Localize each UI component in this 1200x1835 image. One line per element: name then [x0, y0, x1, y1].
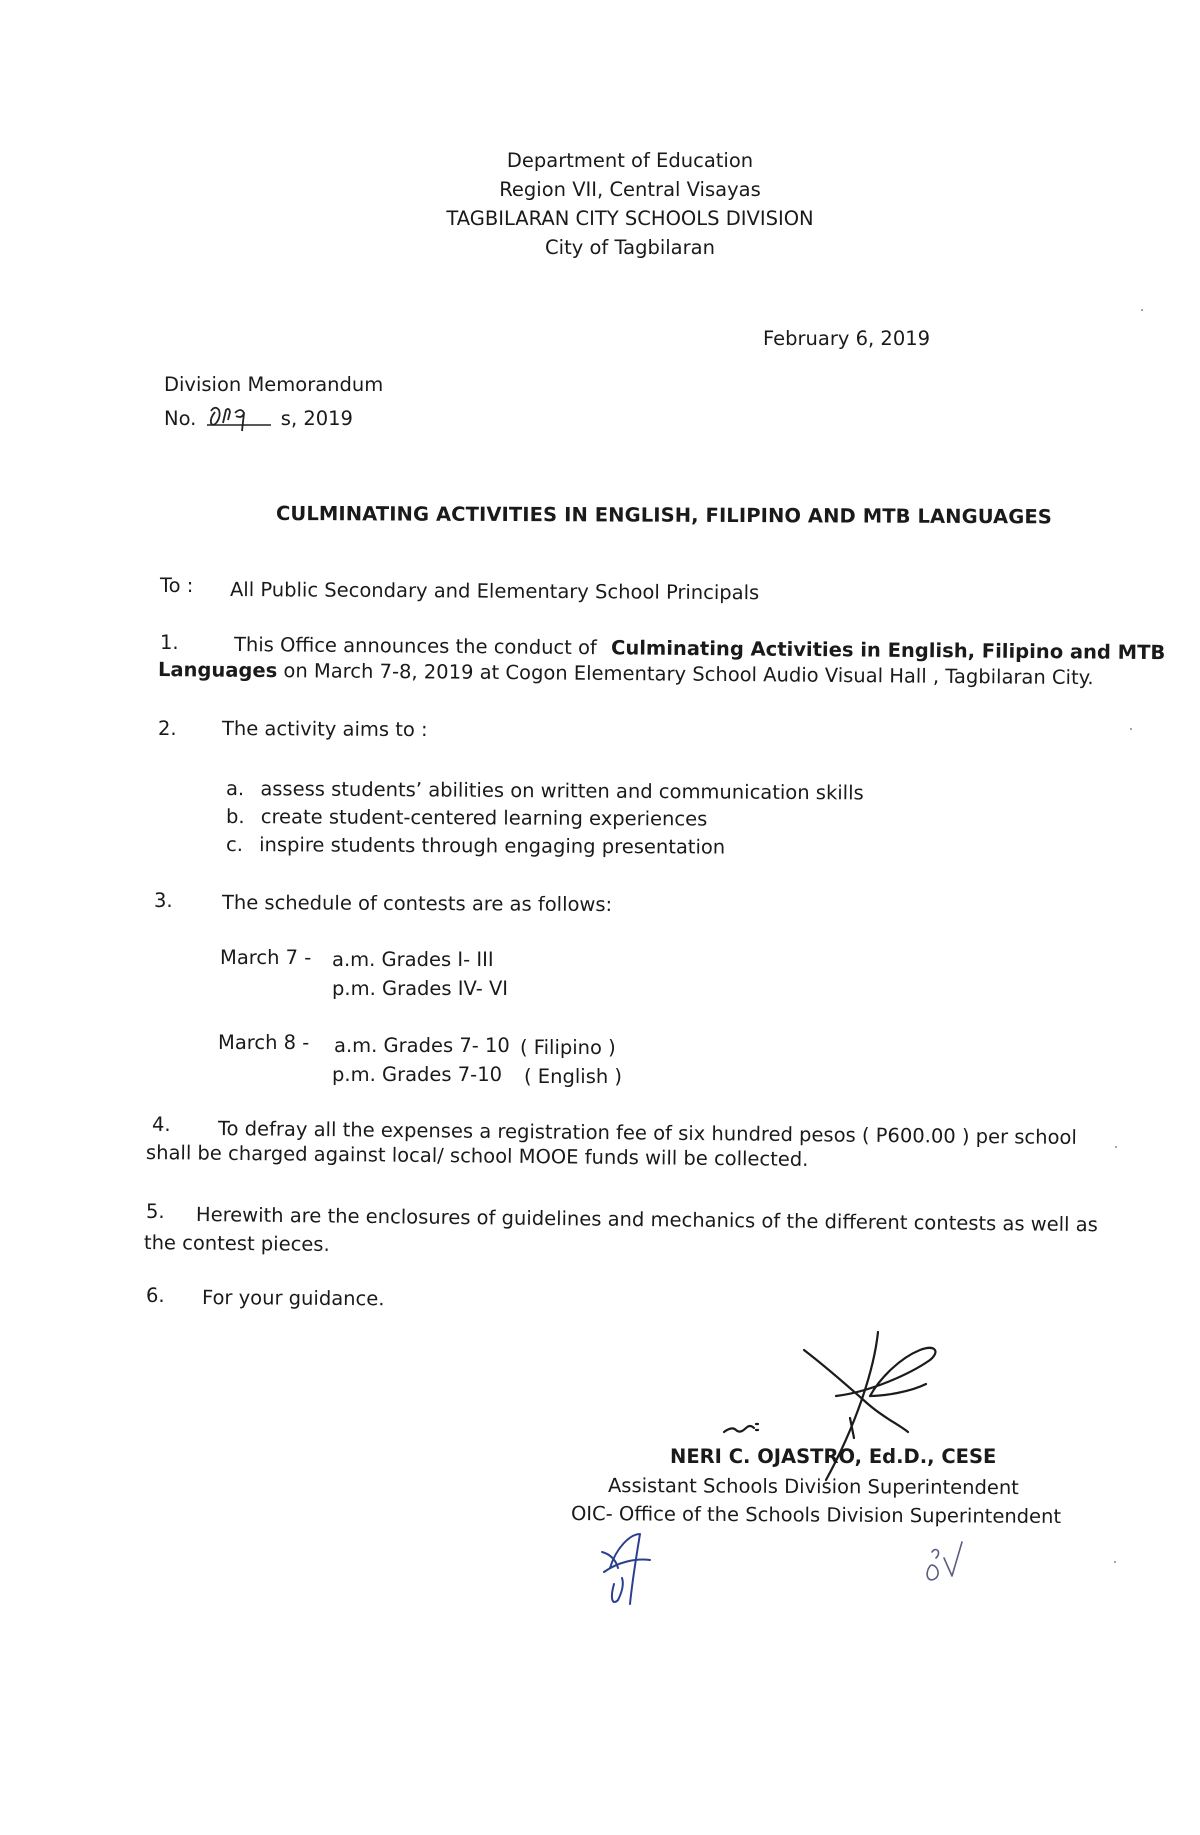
schedule-march-8-am-language: ( Filipino ) [520, 1036, 616, 1059]
handwritten-initial-right [922, 1538, 972, 1588]
item-5-line2: the contest pieces. [143, 1231, 330, 1256]
header-department: Department of Education [506, 149, 754, 172]
handwritten-memo-number [205, 401, 273, 435]
aim-letter-a: a. [225, 777, 245, 801]
schedule-march-7-pm: p.m. Grades IV- VI [332, 977, 509, 1000]
scan-speck [1114, 1561, 1116, 1563]
schedule-march-8: March 8 - [218, 1031, 310, 1054]
item-1-text-a: This Office announces the conduct of [233, 633, 597, 660]
scan-speck [1141, 309, 1143, 311]
signatory-title-1: Assistant Schools Division Superintendent [607, 1474, 1019, 1500]
handwritten-initial-left [596, 1528, 656, 1608]
item-2-number: 2. [158, 717, 177, 740]
item-1-bold-b: Languages [157, 658, 278, 683]
signatory-name: NERI C. OJASTRO, Ed.D., CESE [670, 1445, 997, 1468]
header-region: Region VII, Central Visayas [499, 178, 761, 201]
item-5-number: 5. [146, 1200, 165, 1223]
item-4-line2: shall be charged against local/ school MOOE funds will be collected. [145, 1141, 809, 1171]
memo-number [164, 401, 353, 435]
header-city: City of Tagbilaran [545, 236, 715, 259]
scan-speck [1130, 728, 1132, 730]
item-5-line1: Herewith are the enclosures of guidelines and mechanics of the different contests as well as [195, 1203, 1098, 1237]
schedule-march-7-am: a.m. Grades I- III [332, 948, 494, 971]
schedule-march-7: March 7 - [220, 946, 312, 969]
aim-letter-b: b. [225, 805, 245, 829]
schedule-march-8-am: a.m. Grades 7- 10 [334, 1034, 510, 1057]
aim-text-b: create student-centered learning experiences [260, 805, 708, 831]
aim-text-a: assess students’ abilities on written and communication skills [260, 777, 864, 805]
schedule-march-8-pm-language: ( English ) [524, 1065, 623, 1088]
handwritten-for-mark [722, 1416, 768, 1442]
item-6-number: 6. [146, 1284, 165, 1307]
memo-date: February 6, 2019 [763, 327, 931, 350]
item-3-text: The schedule of contests are as follows: [221, 891, 613, 917]
scan-speck [1115, 1146, 1117, 1148]
aim-letter-c: c. [225, 833, 243, 857]
item-6-text: For your guidance. [201, 1286, 385, 1311]
memo-series: s, 2019 [280, 407, 353, 430]
aim-item-a [226, 776, 864, 806]
aim-item-c [226, 832, 725, 860]
schedule-march-8-pm: p.m. Grades 7-10 [332, 1063, 503, 1086]
item-4-line1: To defray all the expenses a registration fee of six hundred pesos ( P600.00 ) per school [217, 1117, 1077, 1149]
aim-item-b [226, 804, 707, 832]
item-3-number: 3. [154, 889, 173, 912]
item-4-number: 4. [152, 1113, 171, 1136]
to-recipients: All Public Secondary and Elementary School Principals [229, 578, 760, 605]
signatory-title-2: OIC- Office of the Schools Division Superintendent [570, 1502, 1062, 1528]
item-1-text-b: on March 7-8, 2019 at Cogon Elementary School Audio Visual Hall , Tagbilaran City. [283, 659, 1094, 690]
aim-text-c: inspire students through engaging presentation [259, 833, 726, 859]
item-1-number: 1. [160, 631, 179, 654]
to-label: To : [160, 574, 194, 597]
memo-title: CULMINATING ACTIVITIES IN ENGLISH, FILIPINO AND MTB LANGUAGES [275, 502, 1052, 529]
header-division: TAGBILARAN CITY SCHOOLS DIVISION [446, 207, 814, 230]
item-1-bold-a: Culminating Activities in English, Filipino and MTB [610, 636, 1166, 665]
memo-label: Division Memorandum [164, 373, 384, 396]
memo-number-prefix: No. [164, 407, 197, 430]
item-2-text: The activity aims to : [221, 717, 428, 742]
